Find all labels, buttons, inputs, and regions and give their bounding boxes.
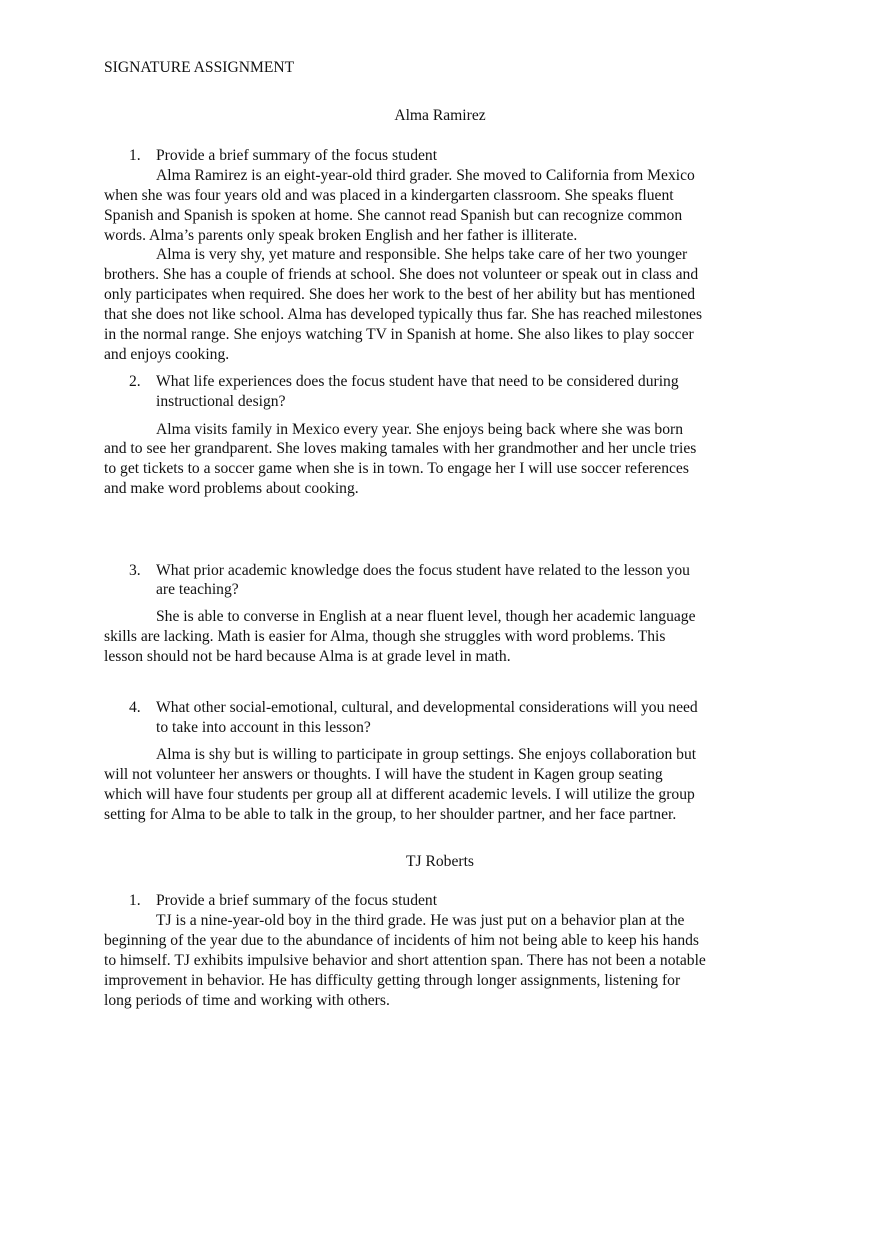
answer-line: and to see her grandparent. She loves making tamales with her grandmother and her uncle tries [104,440,697,457]
question-number: 1. [129,892,141,909]
question-number: 3. [129,562,141,579]
answer-line: that she does not like school. Alma has developed typically thus far. She has reached milestones [104,306,703,323]
answer-line: She is able to converse in English at a near fluent level, though her academic language [156,608,696,625]
question-text: instructional design? [156,393,286,410]
answer-line: when she was four years old and was placed in a kindergarten classroom. She speaks fluent [104,187,674,204]
question-text: What other social-emotional, cultural, and developmental considerations will you need [156,699,698,716]
question-text: Provide a brief summary of the focus student [156,147,438,164]
document-header: SIGNATURE ASSIGNMENT [104,59,295,76]
answer-line: long periods of time and working with others. [104,992,390,1009]
question-text: What prior academic knowledge does the focus student have related to the lesson you [156,562,690,579]
answer-line: and make word problems about cooking. [104,480,359,497]
answer-line: only participates when required. She does her work to the best of her ability but has mentioned [104,286,696,303]
answer-line: in the normal range. She enjoys watching TV in Spanish at home. She also likes to play soccer [104,326,694,343]
answer-line: improvement in behavior. He has difficulty getting through longer assignments, listening for [104,972,681,989]
answer-line: Spanish and Spanish is spoken at home. She cannot read Spanish but can recognize common [104,207,683,224]
answer-line: beginning of the year due to the abundance of incidents of him not being able to keep his hands [104,932,699,949]
answer-line: which will have four students per group all at different academic levels. I will utilize the group [104,786,695,803]
answer-line: and enjoys cooking. [104,346,230,363]
answer-line: Alma is very shy, yet mature and responsible. She helps take care of her two younger [156,246,688,263]
question-text: to take into account in this lesson? [156,719,371,736]
question-text: What life experiences does the focus student have that need to be considered during [156,373,679,390]
question-text: are teaching? [156,581,239,598]
question-number: 1. [129,147,141,164]
question-number: 4. [129,699,141,716]
question-text: Provide a brief summary of the focus student [156,892,438,909]
student-name-heading: TJ Roberts [405,853,474,870]
answer-line: Alma visits family in Mexico every year. She enjoys being back where she was born [156,421,684,438]
answer-line: Alma Ramirez is an eight-year-old third grader. She moved to California from Mexico [156,167,695,184]
answer-line: words. Alma’s parents only speak broken English and her father is illiterate. [104,227,578,244]
answer-line: lesson should not be hard because Alma is at grade level in math. [104,648,511,665]
answer-line: to get tickets to a soccer game when she is in town. To engage her I will use soccer references [104,460,689,477]
answer-line: brothers. She has a couple of friends at school. She does not volunteer or speak out in class and [104,266,699,283]
student-name-heading: Alma Ramirez [394,107,486,124]
answer-line: to himself. TJ exhibits impulsive behavior and short attention span. There has not been a notable [104,952,706,969]
answer-line: Alma is shy but is willing to participate in group settings. She enjoys collaboration but [156,746,697,763]
answer-line: will not volunteer her answers or thoughts. I will have the student in Kagen group seating [104,766,663,783]
answer-line: setting for Alma to be able to talk in the group, to her shoulder partner, and her face partner. [104,806,677,823]
question-number: 2. [129,373,141,390]
answer-line: skills are lacking. Math is easier for Alma, though she struggles with word problems. This [104,628,666,645]
answer-line: TJ is a nine-year-old boy in the third grade. He was just put on a behavior plan at the [156,912,685,929]
